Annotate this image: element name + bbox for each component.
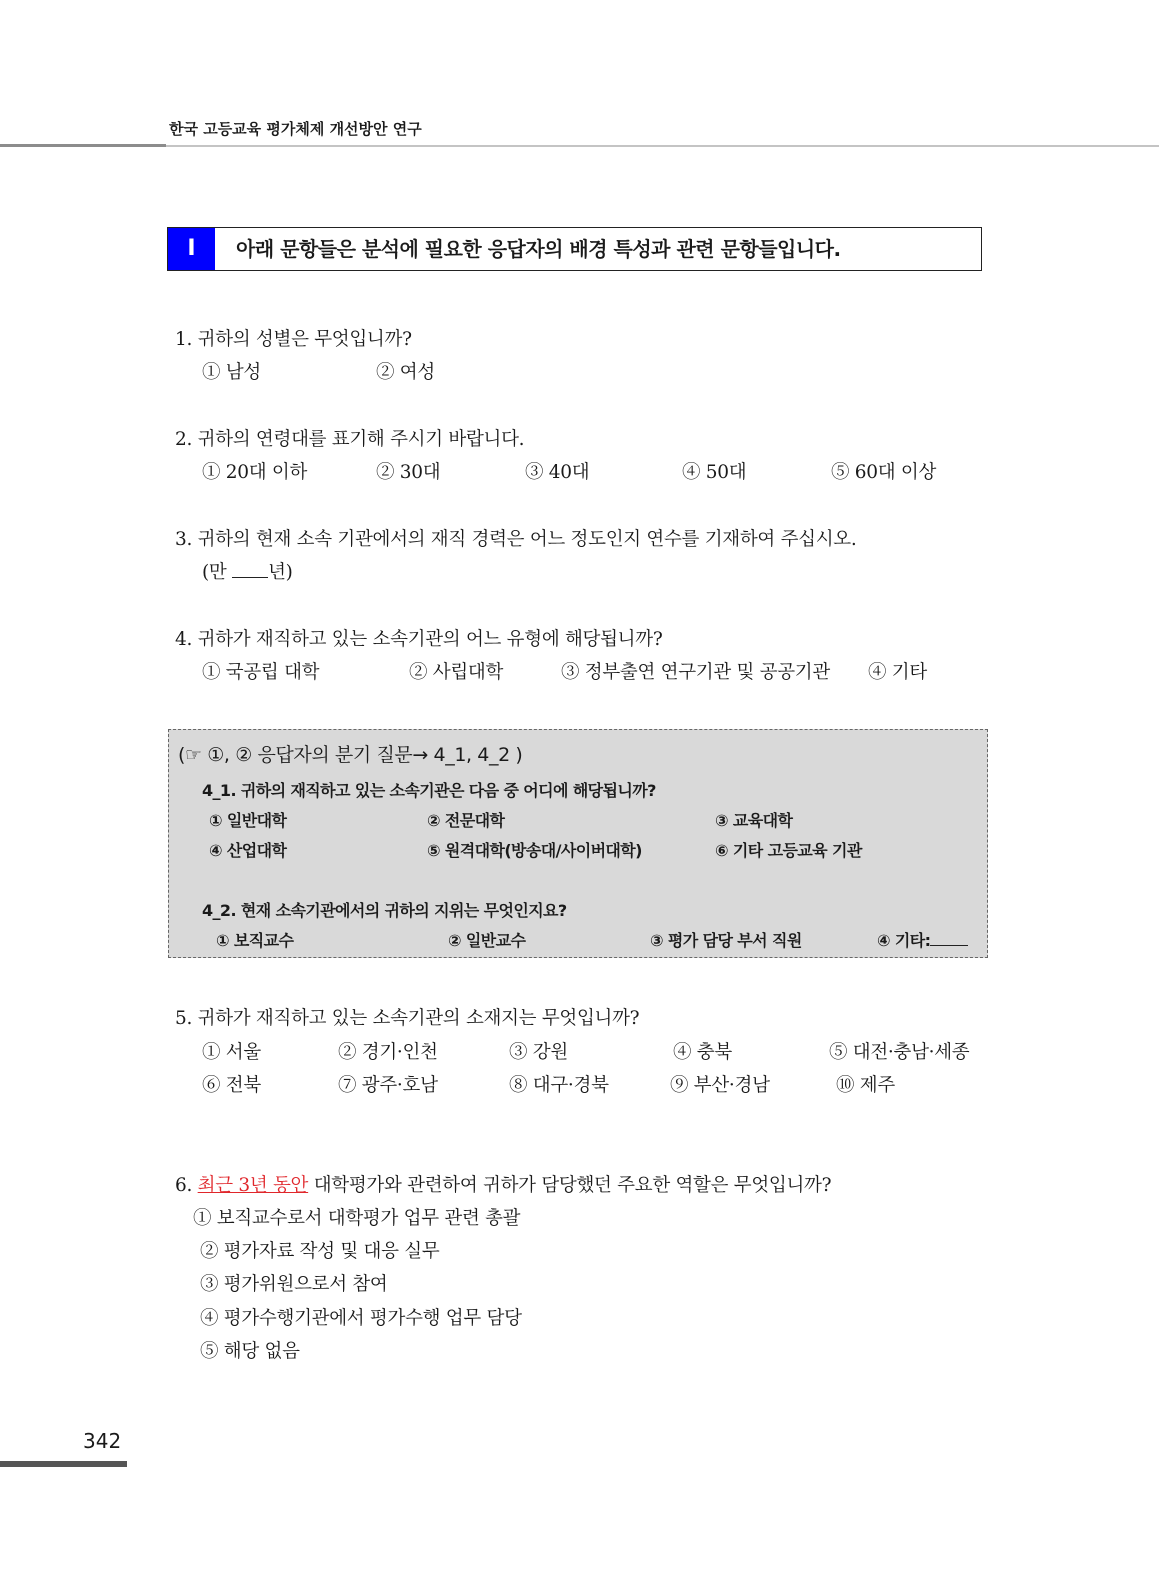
q6-option-1[interactable]: ① 보직교수로서 대학평가 업무 관련 총괄 bbox=[193, 1208, 521, 1229]
q4-1-option-3[interactable]: ③ 교육대학 bbox=[715, 811, 793, 830]
q6-question-text: 대학평가와 관련하여 귀하가 담당했던 주요한 역할은 무엇입니까? bbox=[308, 1175, 832, 1196]
q6-option-4[interactable]: ④ 평가수행기관에서 평가수행 업무 담당 bbox=[200, 1308, 522, 1329]
q4-2-other-blank[interactable] bbox=[930, 931, 968, 946]
branch-title: (☞ ①, ② 응답자의 분기 질문→ 4_1, 4_2 ) bbox=[178, 744, 523, 766]
section-number: I bbox=[168, 228, 215, 270]
q4-2-option-1[interactable]: ① 보직교수 bbox=[216, 931, 294, 950]
q6-option-3[interactable]: ③ 평가위원으로서 참여 bbox=[200, 1274, 388, 1295]
q4-1-option-4[interactable]: ④ 산업대학 bbox=[209, 841, 287, 860]
q6-option-5[interactable]: ⑤ 해당 없음 bbox=[200, 1341, 300, 1362]
page-number: 342 bbox=[83, 1429, 122, 1453]
q6-highlight: 최근 3년 동안 bbox=[197, 1175, 309, 1196]
q4-option-1[interactable]: ① 국공립 대학 bbox=[202, 662, 320, 683]
q6-number: 6. bbox=[175, 1175, 198, 1196]
q2-option-2[interactable]: ② 30대 bbox=[376, 462, 441, 483]
q4-1-option-5[interactable]: ⑤ 원격대학(방송대/사이버대학) bbox=[427, 841, 642, 860]
q5-question: 5. 귀하가 재직하고 있는 소속기관의 소재지는 무엇입니까? bbox=[175, 1008, 640, 1029]
q2-option-3[interactable]: ③ 40대 bbox=[525, 462, 590, 483]
q1-question: 1. 귀하의 성별은 무엇입니까? bbox=[175, 329, 412, 350]
q6-question bbox=[175, 1171, 831, 1197]
q5-option-7[interactable]: ⑦ 광주·호남 bbox=[338, 1075, 438, 1096]
footer-rule bbox=[0, 1461, 127, 1467]
q5-option-9[interactable]: ⑨ 부산·경남 bbox=[670, 1075, 770, 1096]
header-rule-dark bbox=[0, 144, 166, 147]
section-title: 아래 문항들은 분석에 필요한 응답자의 배경 특성과 관련 문항들입니다. bbox=[236, 237, 841, 261]
header-rule-light bbox=[166, 145, 1159, 147]
q1-option-1[interactable]: ① 남성 bbox=[202, 362, 261, 383]
q4-option-3[interactable]: ③ 정부출연 연구기관 및 공공기관 bbox=[561, 662, 830, 683]
q5-option-5[interactable]: ⑤ 대전·충남·세종 bbox=[829, 1042, 970, 1063]
q3-answer[interactable] bbox=[202, 558, 293, 584]
q5-option-6[interactable]: ⑥ 전북 bbox=[202, 1075, 261, 1096]
q1-option-2[interactable]: ② 여성 bbox=[376, 362, 435, 383]
q3-question: 3. 귀하의 현재 소속 기관에서의 재직 경력은 어느 정도인지 연수를 기재하여 주십시오. bbox=[175, 529, 857, 550]
q4-2-question: 4_2. 현재 소속기관에서의 귀하의 지위는 무엇인지요? bbox=[202, 901, 567, 920]
q3-answer-suffix: 년) bbox=[268, 562, 293, 583]
q5-option-8[interactable]: ⑧ 대구·경북 bbox=[509, 1075, 609, 1096]
q4-2-option-4[interactable] bbox=[877, 928, 968, 951]
q2-option-4[interactable]: ④ 50대 bbox=[682, 462, 747, 483]
q4-2-option-4-label: ④ 기타: bbox=[877, 931, 931, 950]
q5-option-10[interactable]: ⑩ 제주 bbox=[836, 1075, 895, 1096]
q2-question: 2. 귀하의 연령대를 표기해 주시기 바랍니다. bbox=[175, 429, 525, 450]
running-header: 한국 고등교육 평가체제 개선방안 연구 bbox=[169, 120, 422, 138]
q5-option-4[interactable]: ④ 충북 bbox=[673, 1042, 732, 1063]
q3-years-blank[interactable] bbox=[232, 561, 268, 578]
q4-1-option-1[interactable]: ① 일반대학 bbox=[209, 811, 287, 830]
q4-question: 4. 귀하가 재직하고 있는 소속기관의 어느 유형에 해당됩니까? bbox=[175, 629, 663, 650]
q4-option-4[interactable]: ④ 기타 bbox=[868, 662, 927, 683]
q5-option-1[interactable]: ① 서울 bbox=[202, 1042, 261, 1063]
q2-option-1[interactable]: ① 20대 이하 bbox=[202, 462, 308, 483]
q4-1-question: 4_1. 귀하의 재직하고 있는 소속기관은 다음 중 어디에 해당됩니까? bbox=[202, 781, 656, 800]
q5-option-3[interactable]: ③ 강원 bbox=[509, 1042, 568, 1063]
q4-2-option-2[interactable]: ② 일반교수 bbox=[448, 931, 526, 950]
q2-option-5[interactable]: ⑤ 60대 이상 bbox=[831, 462, 937, 483]
q6-option-2[interactable]: ② 평가자료 작성 및 대응 실무 bbox=[200, 1241, 440, 1262]
q4-2-option-3[interactable]: ③ 평가 담당 부서 직원 bbox=[650, 931, 802, 950]
q5-option-2[interactable]: ② 경기·인천 bbox=[338, 1042, 438, 1063]
q4-1-option-2[interactable]: ② 전문대학 bbox=[427, 811, 505, 830]
section-heading-box bbox=[167, 227, 982, 271]
q3-answer-prefix: (만 bbox=[202, 562, 233, 583]
q4-1-option-6[interactable]: ⑥ 기타 고등교육 기관 bbox=[715, 841, 862, 860]
q4-option-2[interactable]: ② 사립대학 bbox=[409, 662, 504, 683]
